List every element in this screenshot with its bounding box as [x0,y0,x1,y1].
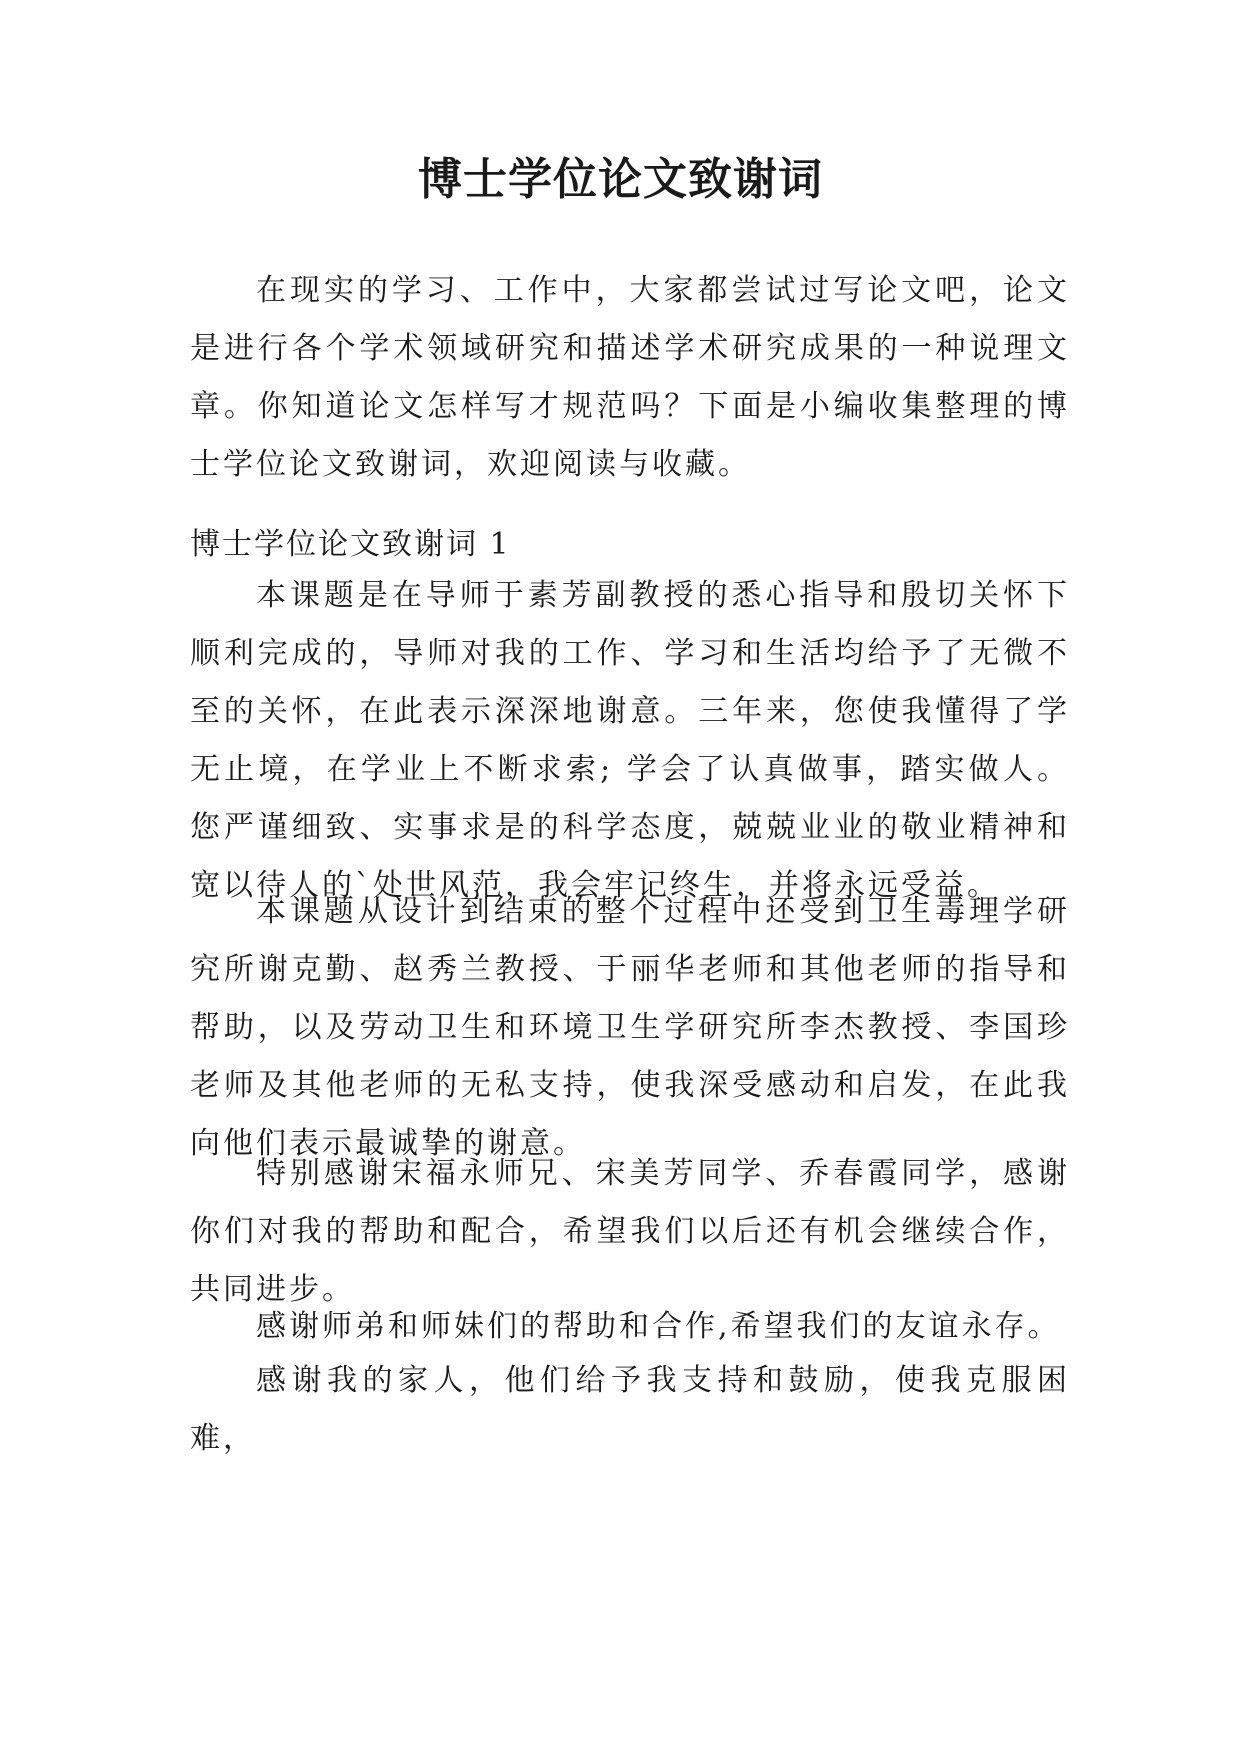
body-paragraph-2: 本课题从设计到结束的整个过程中还受到卫生毒理学研究所谢克勤、赵秀兰教授、于丽华老师和其他老师的指导和帮助，以及劳动卫生和环境卫生学研究所李杰教授、李国珍老师及其他老师的无私支持，使我深受感动和启发，在此我向他们表示最诚挚的谢意。 [190,894,1070,1161]
document-title: 博士学位论文致谢词 [418,154,823,205]
body-paragraph-3: 特别感谢宋福永师兄、宋美芳同学、乔春霞同学，感谢你们对我的帮助和配合，希望我们以后还有机会继续合作，共同进步。 [190,1156,1070,1307]
body-paragraph-1: 本课题是在导师于素芳副教授的悉心指导和殷切关怀下顺利完成的，导师对我的工作、学习和生活均给予了无微不至的关怀，在此表示深深地谢意。三年来，您使我懂得了学无止境，在学业上不断求索; 学会了认真做事，踏实做人。您严谨细致、实事求是的科学态度，兢兢业业的敬业精神和宽以待人的`处世风范，我会牢记终生，并将永远受益。 [190,578,1070,903]
body-paragraph-4: 感谢师弟和师妹们的帮助和合作,希望我们的友谊永存。 [256,1309,1061,1344]
body-paragraph-5: 感谢我的家人，他们给予我支持和鼓励，使我克服困难， [190,1363,1070,1456]
section-heading: 博士学位论文致谢词 1 [190,527,511,562]
intro-paragraph: 在现实的学习、工作中，大家都尝试过写论文吧，论文是进行各个学术领域研究和描述学术研究成果的一种说理文章。你知道论文怎样写才规范吗？下面是小编收集整理的博士学位论文致谢词，欢迎阅读与收藏。 [190,273,1070,482]
